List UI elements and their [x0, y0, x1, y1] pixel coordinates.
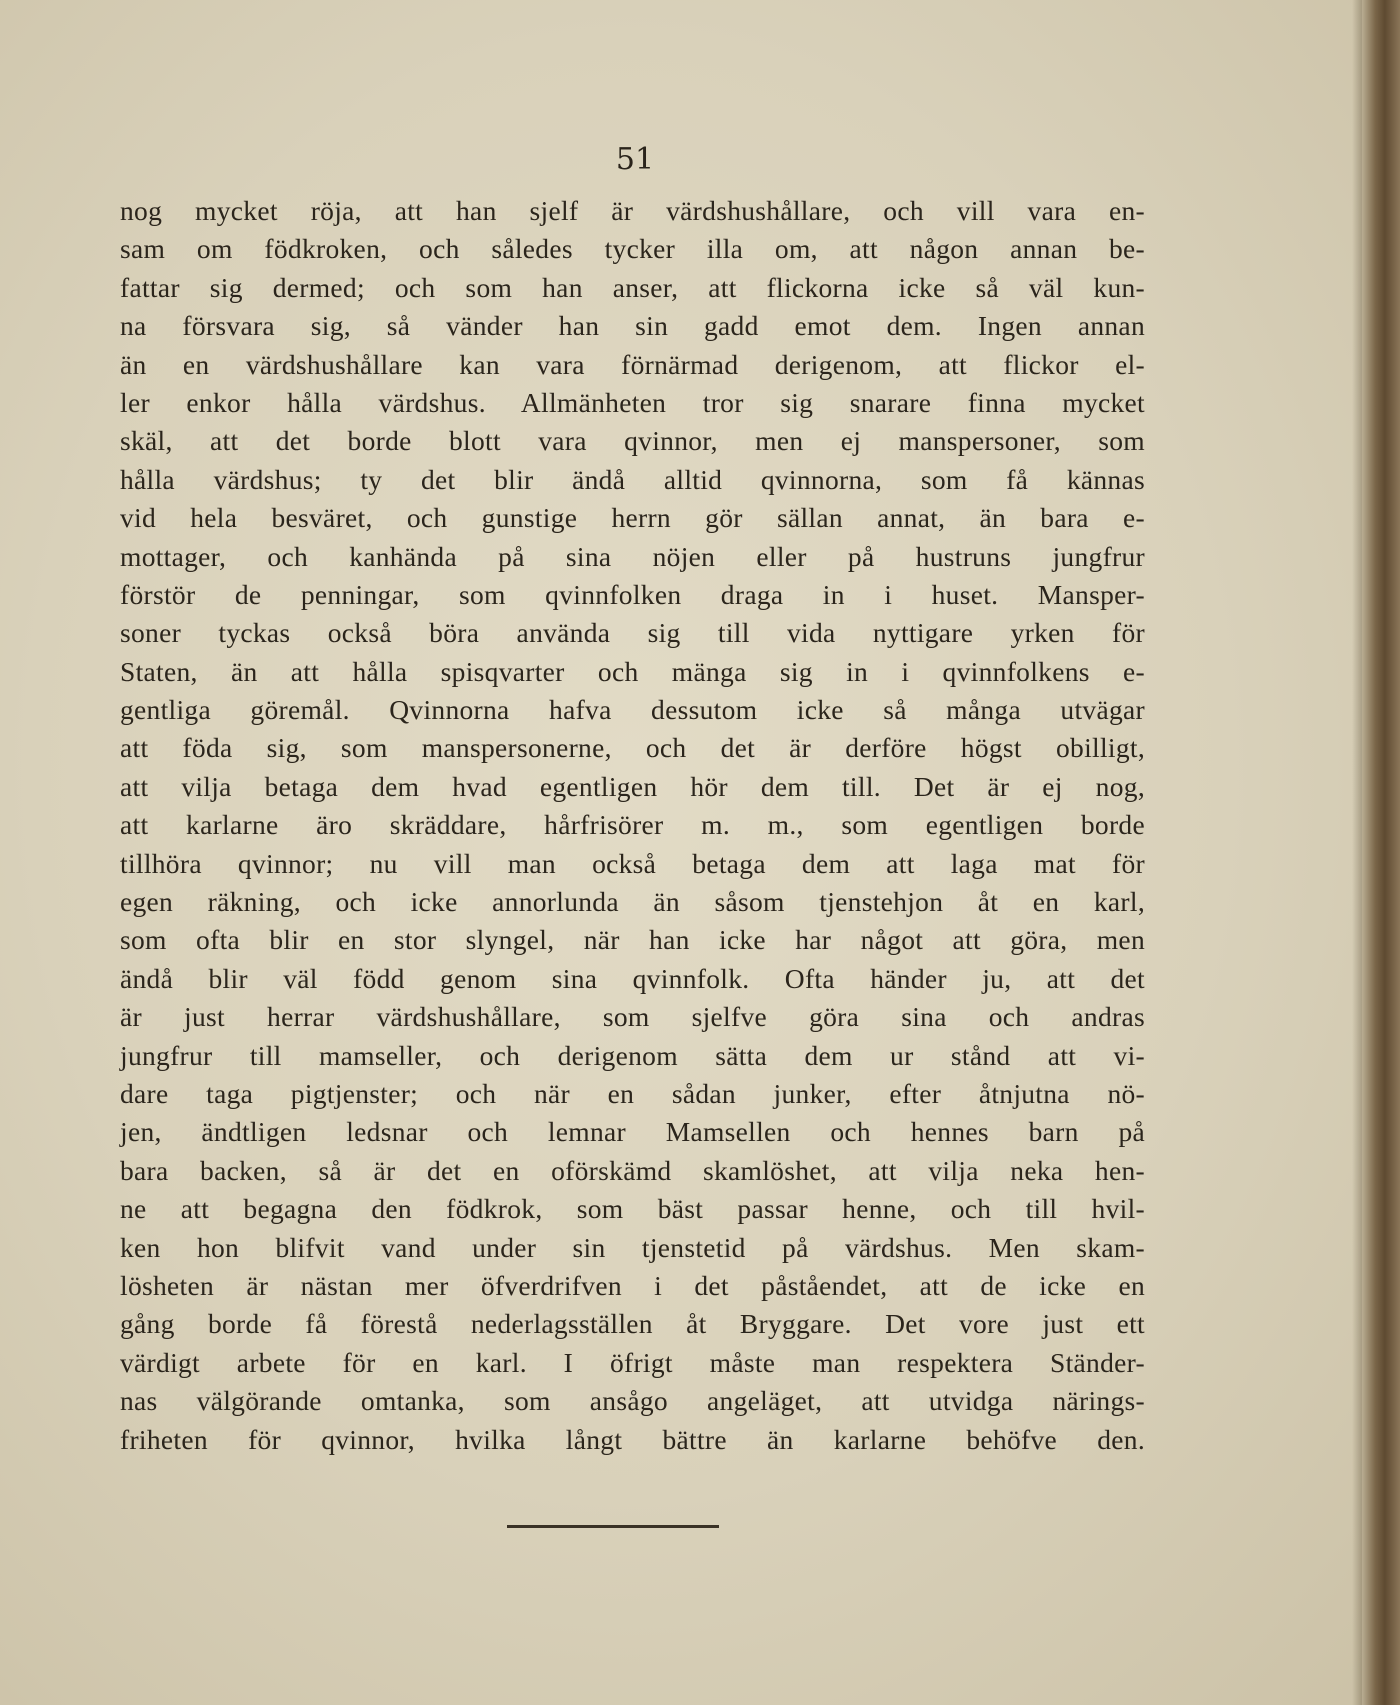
page-number: 51 — [615, 142, 655, 177]
text-line: bara backen, så är det en oförskämd skamlöshet, att vilja neka hen- — [120, 1154, 1145, 1186]
text-line: nog mycket röja, att han sjelf är värdshushållare, och vill vara en- — [120, 195, 1145, 226]
text-line: ne att begagna den födkrok, som bäst passar henne, och till hvil- — [120, 1193, 1145, 1225]
text-line: än en värdshushållare kan vara förnärmad derigenom, att flickor el- — [120, 348, 1145, 380]
text-line: är just herrar värdshushållare, som sjelfve göra sina och andras — [120, 1001, 1145, 1033]
text-line: sam om födkroken, och således tycker illa om, att någon annan be- — [120, 233, 1145, 265]
text-line: värdigt arbete för en karl. I öfrigt måste man respektera Ständer- — [120, 1346, 1145, 1378]
text-line: na försvara sig, så vänder han sin gadd emot dem. Ingen annan — [120, 310, 1145, 342]
text-line: nas välgörande omtanka, som ansågo angeläget, att utvidga närings- — [120, 1385, 1145, 1417]
text-line: Staten, än att hålla spisqvarter och mänga sig in i qvinnfolkens e- — [120, 655, 1145, 687]
text-line: att karlarne äro skräddare, hårfrisörer m. m., som egentligen borde — [120, 809, 1145, 841]
text-line: förstör de penningar, som qvinnfolken draga in i huset. Mansper- — [120, 578, 1145, 610]
text-line: ler enkor hålla värdshus. Allmänheten tror sig snarare finna mycket — [120, 386, 1145, 418]
text-line: friheten för qvinnor, hvilka långt bättre än karlarne behöfve den. — [120, 1423, 1145, 1455]
text-line: mottager, och kanhända på sina nöjen eller på hustruns jungfrur — [120, 540, 1145, 572]
text-line: jen, ändtligen ledsnar och lemnar Mamsellen och hennes barn på — [120, 1116, 1145, 1148]
text-line: lösheten är nästan mer öfverdrifven i det påståendet, att de icke en — [120, 1269, 1145, 1301]
text-line: jungfrur till mamseller, och derigenom sätta dem ur stånd att vi- — [120, 1039, 1145, 1071]
text-line: ken hon blifvit vand under sin tjenstetid på värdshus. Men skam- — [120, 1231, 1145, 1263]
text-line: att föda sig, som manspersonerne, och det är derföre högst obilligt, — [120, 732, 1145, 764]
text-line: egen räkning, och icke annorlunda än såsom tjenstehjon åt en karl, — [120, 886, 1145, 918]
end-rule — [507, 1525, 719, 1528]
text-line: som ofta blir en stor slyngel, när han icke har något att göra, men — [120, 924, 1145, 956]
text-line: vid hela besväret, och gunstige herrn gör sällan annat, än bara e- — [120, 502, 1145, 534]
book-spine — [1362, 0, 1400, 1705]
text-line: fattar sig dermed; och som han anser, att flickorna icke så väl kun- — [120, 271, 1145, 303]
text-line: att vilja betaga dem hvad egentligen hör dem till. Det är ej nog, — [120, 770, 1145, 802]
text-line: soner tyckas också böra använda sig till vida nyttigare yrken för — [120, 617, 1145, 649]
text-line: hålla värdshus; ty det blir ändå alltid qvinnorna, som få kännas — [120, 463, 1145, 495]
text-block — [120, 192, 1145, 1459]
text-line: gentliga göremål. Qvinnorna hafva dessutom icke så många utvägar — [120, 694, 1145, 726]
text-line: tillhöra qvinnor; nu vill man också betaga dem att laga mat för — [120, 847, 1145, 879]
text-line: dare taga pigtjenster; och när en sådan junker, efter åtnjutna nö- — [120, 1077, 1145, 1109]
page-shadow — [1352, 0, 1362, 1705]
text-line: ändå blir väl född genom sina qvinnfolk. Ofta händer ju, att det — [120, 962, 1145, 994]
text-line: gång borde få förestå nederlagsställen åt Bryggare. Det vore just ett — [120, 1308, 1145, 1340]
text-line: skäl, att det borde blott vara qvinnor, men ej manspersoner, som — [120, 425, 1145, 457]
